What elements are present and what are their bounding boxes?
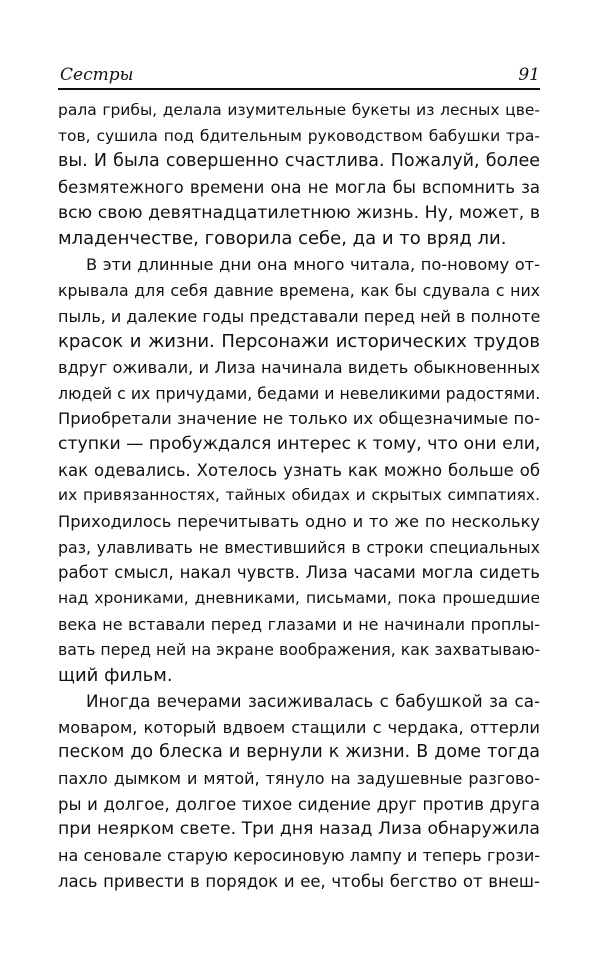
body-text — [58, 98, 540, 894]
text-line: века не вставали перед глазами и не начинали проплы- — [58, 614, 540, 634]
text-line: работ смысл, накал чувств. Лиза часами могла сидеть — [58, 563, 540, 583]
paragraph-1 — [58, 98, 540, 252]
text-line: людей с их причудами, бедами и невеликими радостями. — [58, 383, 541, 403]
book-page — [58, 0, 540, 970]
text-line: тов, сушила под бдительным руководством бабушки тра- — [58, 126, 540, 145]
text-line: рала грибы, делала изумительные букеты из лесных цве- — [58, 101, 540, 119]
text-line: на сеновале старую керосиновую лампу и теперь грози- — [58, 845, 540, 865]
text-line: красок и жизни. Персонажи исторических трудов — [58, 331, 540, 353]
running-header — [58, 64, 540, 88]
text-line: пыль, и далекие годы представали перед ней в полноте — [58, 306, 541, 326]
text-line: В эти длинные дни она много читала, по-новому от- — [86, 255, 540, 275]
text-line: их привязанностях, тайных обидах и скрытых симпатиях. — [58, 486, 540, 505]
text-line: Приобретали значение не только их общезначимые по- — [58, 409, 540, 429]
text-line: всю свою девятнадцатилетнюю жизнь. Ну, может, в — [58, 202, 540, 223]
page-number: 91 — [518, 65, 540, 85]
text-line: ступки — пробуждался интерес к тому, что они ели, — [58, 433, 541, 454]
text-line: лась привести в порядок и ее, чтобы бегство от внеш- — [58, 871, 540, 891]
text-line: ры и долгое, долгое тихое сидение друг против друга — [58, 794, 540, 814]
text-line: вдруг оживали, и Лиза начинала видеть обыкновенных — [58, 357, 540, 377]
text-line: Иногда вечерами засиживалась с бабушкой за са- — [86, 690, 540, 711]
text-line: песком до блеска и вернули к жизни. В доме тогда — [58, 742, 540, 763]
text-line: пахло дымком и мятой, тянуло на задушевные разгово- — [58, 768, 540, 788]
paragraph-3 — [58, 689, 540, 895]
paragraph-2 — [58, 252, 540, 689]
text-line: щий фильм. — [58, 665, 173, 687]
text-line: раз, улавливать не вместившийся в строки специальных — [58, 537, 540, 557]
text-line: над хрониками, дневниками, письмами, пока прошедшие — [58, 589, 540, 608]
header-rule — [58, 88, 540, 90]
text-line: как одевались. Хотелось узнать как можно больше об — [58, 460, 540, 480]
text-line: безмятежного времени она не могла бы вспомнить за — [58, 178, 540, 198]
text-line: моваром, который вдвоем стащили с чердака, оттерли — [58, 717, 540, 737]
running-header-title: Сестры — [60, 65, 134, 85]
text-line: младенчестве, говорила себе, да и то вряд ли. — [58, 228, 507, 250]
text-line: вы. И была совершенно счастлива. Пожалуй, более — [58, 151, 540, 172]
text-line: вать перед ней на экране воображения, как захватываю- — [58, 640, 541, 660]
text-line: Приходилось перечитывать одно и то же по нескольку — [58, 512, 540, 531]
text-line: крывала для себя давние времена, как бы сдувала с них — [58, 280, 540, 300]
text-line: при неярком свете. Три дня назад Лиза обнаружила — [58, 819, 540, 840]
